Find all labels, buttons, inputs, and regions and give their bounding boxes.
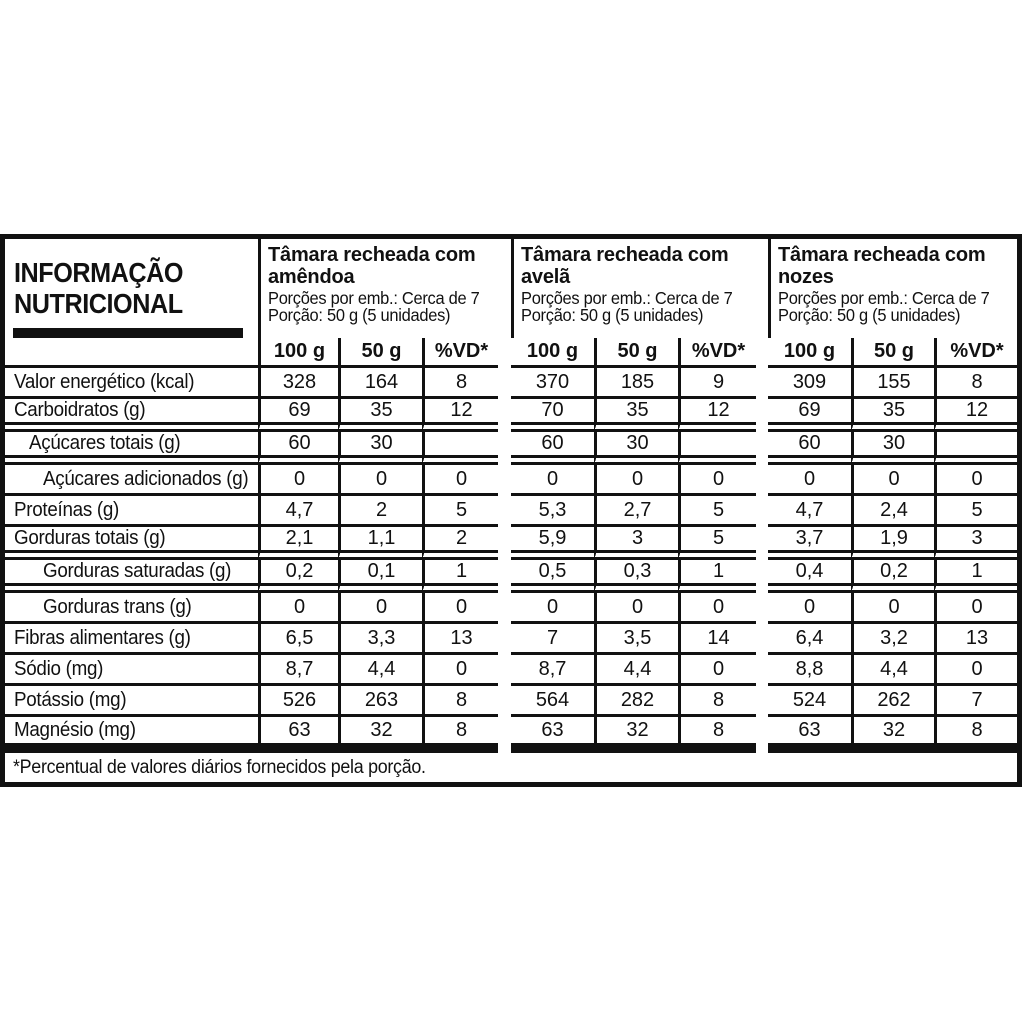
value-cell: 69 bbox=[258, 399, 338, 432]
value-cell: 0 bbox=[511, 465, 594, 496]
row-sodio bbox=[5, 655, 1017, 686]
value-cell: 309 bbox=[768, 368, 851, 399]
value-cell bbox=[422, 432, 498, 465]
row-label: Açúcares totais (g) bbox=[29, 432, 181, 454]
column-gutter bbox=[498, 527, 511, 560]
column-gutter bbox=[756, 338, 768, 368]
row-valor-energetico bbox=[5, 368, 1017, 399]
value-cell: 4,4 bbox=[851, 655, 934, 686]
column-gutter bbox=[498, 399, 511, 432]
value-cell: 7 bbox=[934, 686, 1017, 717]
product-header-avela bbox=[511, 239, 756, 338]
value-cell: 3,7 bbox=[768, 527, 851, 560]
value-cell: 32 bbox=[851, 717, 934, 753]
row-label: Magnésio (mg) bbox=[14, 718, 136, 741]
value-cell: 524 bbox=[768, 686, 851, 717]
row-label-cell bbox=[5, 432, 258, 465]
value-cell: 0,4 bbox=[768, 560, 851, 593]
col-header-100g: 100 g bbox=[511, 338, 594, 368]
col-header-100g: 100 g bbox=[768, 338, 851, 368]
value-cell: 185 bbox=[594, 368, 678, 399]
value-cell: 526 bbox=[258, 686, 338, 717]
value-cell: 0,1 bbox=[338, 560, 422, 593]
row-label-cell bbox=[5, 368, 258, 399]
col-header-vd: %VD* bbox=[422, 338, 498, 368]
column-gutter bbox=[756, 593, 768, 624]
value-cell bbox=[934, 432, 1017, 465]
value-cell: 164 bbox=[338, 368, 422, 399]
value-cell: 3,2 bbox=[851, 624, 934, 655]
value-cell: 0 bbox=[422, 593, 498, 624]
value-cell: 3,5 bbox=[594, 624, 678, 655]
value-cell: 8 bbox=[934, 368, 1017, 399]
value-cell: 0 bbox=[338, 465, 422, 496]
row-label: Carboidratos (g) bbox=[14, 399, 146, 421]
column-gutter bbox=[756, 624, 768, 655]
value-cell: 5 bbox=[934, 496, 1017, 527]
row-label-cell bbox=[5, 560, 258, 593]
row-gorduras-trans bbox=[5, 593, 1017, 624]
row-potassio bbox=[5, 686, 1017, 717]
col-header-100g: 100 g bbox=[258, 338, 338, 368]
value-cell: 2 bbox=[338, 496, 422, 527]
value-cell: 8,7 bbox=[511, 655, 594, 686]
value-cell: 4,7 bbox=[768, 496, 851, 527]
column-gutter bbox=[756, 560, 768, 593]
value-cell: 13 bbox=[422, 624, 498, 655]
value-cell: 4,7 bbox=[258, 496, 338, 527]
serving-size bbox=[521, 307, 756, 324]
product-serving-info bbox=[521, 290, 756, 324]
value-cell: 30 bbox=[338, 432, 422, 465]
col-header-vd: %VD* bbox=[934, 338, 1017, 368]
column-gutter bbox=[756, 717, 768, 753]
value-cell: 0 bbox=[594, 593, 678, 624]
value-cell: 63 bbox=[511, 717, 594, 753]
row-label: Valor energético (kcal) bbox=[14, 370, 195, 393]
value-cell: 262 bbox=[851, 686, 934, 717]
row-label-cell bbox=[5, 593, 258, 624]
product-header-nozes bbox=[768, 239, 1017, 338]
value-cell: 35 bbox=[851, 399, 934, 432]
column-gutter bbox=[756, 527, 768, 560]
value-cell: 0,3 bbox=[594, 560, 678, 593]
column-gutter bbox=[756, 465, 768, 496]
value-cell: 282 bbox=[594, 686, 678, 717]
column-gutter bbox=[756, 655, 768, 686]
value-cell: 0 bbox=[338, 593, 422, 624]
product-name-line1: Tâmara recheada com bbox=[521, 244, 729, 266]
value-cell: 0 bbox=[934, 655, 1017, 686]
product-serving-info bbox=[778, 290, 1017, 324]
nutrition-table bbox=[0, 234, 1022, 787]
value-cell: 9 bbox=[678, 368, 756, 399]
value-cell: 564 bbox=[511, 686, 594, 717]
sub-header-row bbox=[5, 338, 1017, 368]
col-header-50g: 50 g bbox=[338, 338, 422, 368]
product-name bbox=[521, 244, 756, 288]
value-cell: 35 bbox=[338, 399, 422, 432]
value-cell: 1 bbox=[934, 560, 1017, 593]
row-proteinas bbox=[5, 496, 1017, 527]
column-gutter bbox=[498, 496, 511, 527]
product-name bbox=[268, 244, 498, 288]
value-cell: 0 bbox=[258, 465, 338, 496]
row-label: Potássio (mg) bbox=[14, 688, 127, 711]
value-cell: 5 bbox=[422, 496, 498, 527]
product-name-line2: avelã bbox=[521, 266, 571, 288]
value-cell: 30 bbox=[851, 432, 934, 465]
column-gutter bbox=[756, 399, 768, 432]
title-underline-bar bbox=[13, 328, 243, 338]
row-label: Gorduras saturadas (g) bbox=[43, 560, 232, 582]
value-cell: 0 bbox=[934, 593, 1017, 624]
column-gutter bbox=[498, 717, 511, 753]
row-label: Gorduras trans (g) bbox=[43, 595, 192, 618]
value-cell: 8,8 bbox=[768, 655, 851, 686]
header-band bbox=[5, 239, 1017, 338]
value-cell: 6,5 bbox=[258, 624, 338, 655]
servings-per-pack-text: Porções por emb.: Cerca de 7 bbox=[521, 288, 733, 308]
row-label: Gorduras totais (g) bbox=[14, 527, 166, 549]
column-gutter bbox=[498, 560, 511, 593]
value-cell: 0 bbox=[422, 465, 498, 496]
value-cell: 2 bbox=[422, 527, 498, 560]
row-label-cell bbox=[5, 624, 258, 655]
value-cell: 69 bbox=[768, 399, 851, 432]
value-cell: 8 bbox=[422, 686, 498, 717]
value-cell: 4,4 bbox=[594, 655, 678, 686]
row-label-cell bbox=[5, 496, 258, 527]
column-gutter bbox=[498, 686, 511, 717]
product-name-line1: Tâmara recheada com bbox=[268, 244, 476, 266]
serving-size-text: Porção: 50 g (5 unidades) bbox=[268, 305, 451, 325]
value-cell: 63 bbox=[768, 717, 851, 753]
value-cell: 328 bbox=[258, 368, 338, 399]
row-label-cell bbox=[5, 399, 258, 432]
value-cell: 12 bbox=[678, 399, 756, 432]
value-cell: 0,5 bbox=[511, 560, 594, 593]
value-cell: 0 bbox=[594, 465, 678, 496]
row-label-cell bbox=[5, 655, 258, 686]
value-cell: 1 bbox=[422, 560, 498, 593]
servings-per-pack-text: Porções por emb.: Cerca de 7 bbox=[268, 288, 480, 308]
value-cell: 0 bbox=[678, 465, 756, 496]
nutrition-title bbox=[14, 257, 234, 319]
product-name-line2: amêndoa bbox=[268, 266, 355, 288]
row-label-cell bbox=[5, 717, 258, 753]
column-gutter bbox=[498, 239, 511, 338]
nutrition-title-line1: INFORMAÇÃO bbox=[14, 257, 184, 288]
value-cell: 32 bbox=[594, 717, 678, 753]
row-gorduras-totais bbox=[5, 527, 1017, 560]
value-cell: 13 bbox=[934, 624, 1017, 655]
value-cell: 0 bbox=[258, 593, 338, 624]
col-header-vd: %VD* bbox=[678, 338, 756, 368]
row-label-cell bbox=[5, 527, 258, 560]
value-cell: 0 bbox=[422, 655, 498, 686]
serving-size bbox=[268, 307, 498, 324]
value-cell: 4,4 bbox=[338, 655, 422, 686]
row-fibras-alimentares bbox=[5, 624, 1017, 655]
value-cell: 8 bbox=[678, 717, 756, 753]
column-gutter bbox=[498, 338, 511, 368]
column-gutter bbox=[498, 368, 511, 399]
value-cell: 0 bbox=[511, 593, 594, 624]
value-cell: 2,4 bbox=[851, 496, 934, 527]
row-label-cell bbox=[5, 686, 258, 717]
column-gutter bbox=[756, 239, 768, 338]
value-cell: 14 bbox=[678, 624, 756, 655]
value-cell: 5,9 bbox=[511, 527, 594, 560]
value-cell: 5,3 bbox=[511, 496, 594, 527]
value-cell: 70 bbox=[511, 399, 594, 432]
footnote-row bbox=[5, 753, 1017, 782]
value-cell: 3 bbox=[934, 527, 1017, 560]
row-label: Açúcares adicionados (g) bbox=[43, 467, 249, 490]
value-cell: 0 bbox=[934, 465, 1017, 496]
value-cell: 5 bbox=[678, 496, 756, 527]
value-cell: 0 bbox=[768, 465, 851, 496]
value-cell: 0 bbox=[678, 593, 756, 624]
value-cell bbox=[678, 432, 756, 465]
value-cell: 0 bbox=[851, 593, 934, 624]
value-cell: 60 bbox=[511, 432, 594, 465]
value-cell: 8 bbox=[422, 368, 498, 399]
value-cell: 12 bbox=[422, 399, 498, 432]
value-cell: 5 bbox=[678, 527, 756, 560]
column-gutter bbox=[498, 465, 511, 496]
row-label-cell bbox=[5, 465, 258, 496]
product-header-amendoa bbox=[258, 239, 498, 338]
value-cell: 263 bbox=[338, 686, 422, 717]
serving-size-text: Porção: 50 g (5 unidades) bbox=[521, 305, 704, 325]
column-gutter bbox=[756, 686, 768, 717]
row-acucares-adicionados bbox=[5, 465, 1017, 496]
row-gorduras-saturadas bbox=[5, 560, 1017, 593]
row-acucares-totais bbox=[5, 432, 1017, 465]
product-name bbox=[778, 244, 1017, 288]
servings-per-pack-text: Porções por emb.: Cerca de 7 bbox=[778, 288, 990, 308]
sub-header-spacer bbox=[5, 338, 258, 368]
product-serving-info bbox=[268, 290, 498, 324]
value-cell: 60 bbox=[258, 432, 338, 465]
column-gutter bbox=[756, 432, 768, 465]
value-cell: 1 bbox=[678, 560, 756, 593]
value-cell: 60 bbox=[768, 432, 851, 465]
value-cell: 0 bbox=[678, 655, 756, 686]
nutrition-title-cell bbox=[5, 239, 258, 338]
col-header-50g: 50 g bbox=[594, 338, 678, 368]
value-cell: 370 bbox=[511, 368, 594, 399]
column-gutter bbox=[498, 655, 511, 686]
row-label: Fibras alimentares (g) bbox=[14, 626, 191, 649]
column-gutter bbox=[756, 368, 768, 399]
value-cell: 12 bbox=[934, 399, 1017, 432]
value-cell: 8 bbox=[934, 717, 1017, 753]
product-name-line1: Tâmara recheada com bbox=[778, 244, 986, 266]
value-cell: 30 bbox=[594, 432, 678, 465]
row-carboidratos bbox=[5, 399, 1017, 432]
column-gutter bbox=[498, 624, 511, 655]
column-gutter bbox=[498, 593, 511, 624]
value-cell: 1,9 bbox=[851, 527, 934, 560]
row-label: Sódio (mg) bbox=[14, 657, 104, 680]
value-cell: 8,7 bbox=[258, 655, 338, 686]
value-cell: 3,3 bbox=[338, 624, 422, 655]
value-cell: 3 bbox=[594, 527, 678, 560]
value-cell: 0 bbox=[768, 593, 851, 624]
column-gutter bbox=[498, 432, 511, 465]
value-cell: 7 bbox=[511, 624, 594, 655]
value-cell: 6,4 bbox=[768, 624, 851, 655]
value-cell: 63 bbox=[258, 717, 338, 753]
product-name-line2: nozes bbox=[778, 266, 834, 288]
value-cell: 1,1 bbox=[338, 527, 422, 560]
value-cell: 32 bbox=[338, 717, 422, 753]
value-cell: 2,7 bbox=[594, 496, 678, 527]
nutrition-title-line2: NUTRICIONAL bbox=[14, 288, 183, 319]
value-cell: 0,2 bbox=[851, 560, 934, 593]
footnote: *Percentual de valores diários fornecidos pela porção. bbox=[13, 756, 426, 778]
value-cell: 155 bbox=[851, 368, 934, 399]
value-cell: 8 bbox=[422, 717, 498, 753]
value-cell: 2,1 bbox=[258, 527, 338, 560]
column-gutter bbox=[756, 496, 768, 527]
row-magnesio bbox=[5, 717, 1017, 753]
value-cell: 8 bbox=[678, 686, 756, 717]
serving-size-text: Porção: 50 g (5 unidades) bbox=[778, 305, 961, 325]
serving-size bbox=[778, 307, 1017, 324]
row-label: Proteínas (g) bbox=[14, 498, 120, 521]
value-cell: 35 bbox=[594, 399, 678, 432]
col-header-50g: 50 g bbox=[851, 338, 934, 368]
value-cell: 0,2 bbox=[258, 560, 338, 593]
value-cell: 0 bbox=[851, 465, 934, 496]
